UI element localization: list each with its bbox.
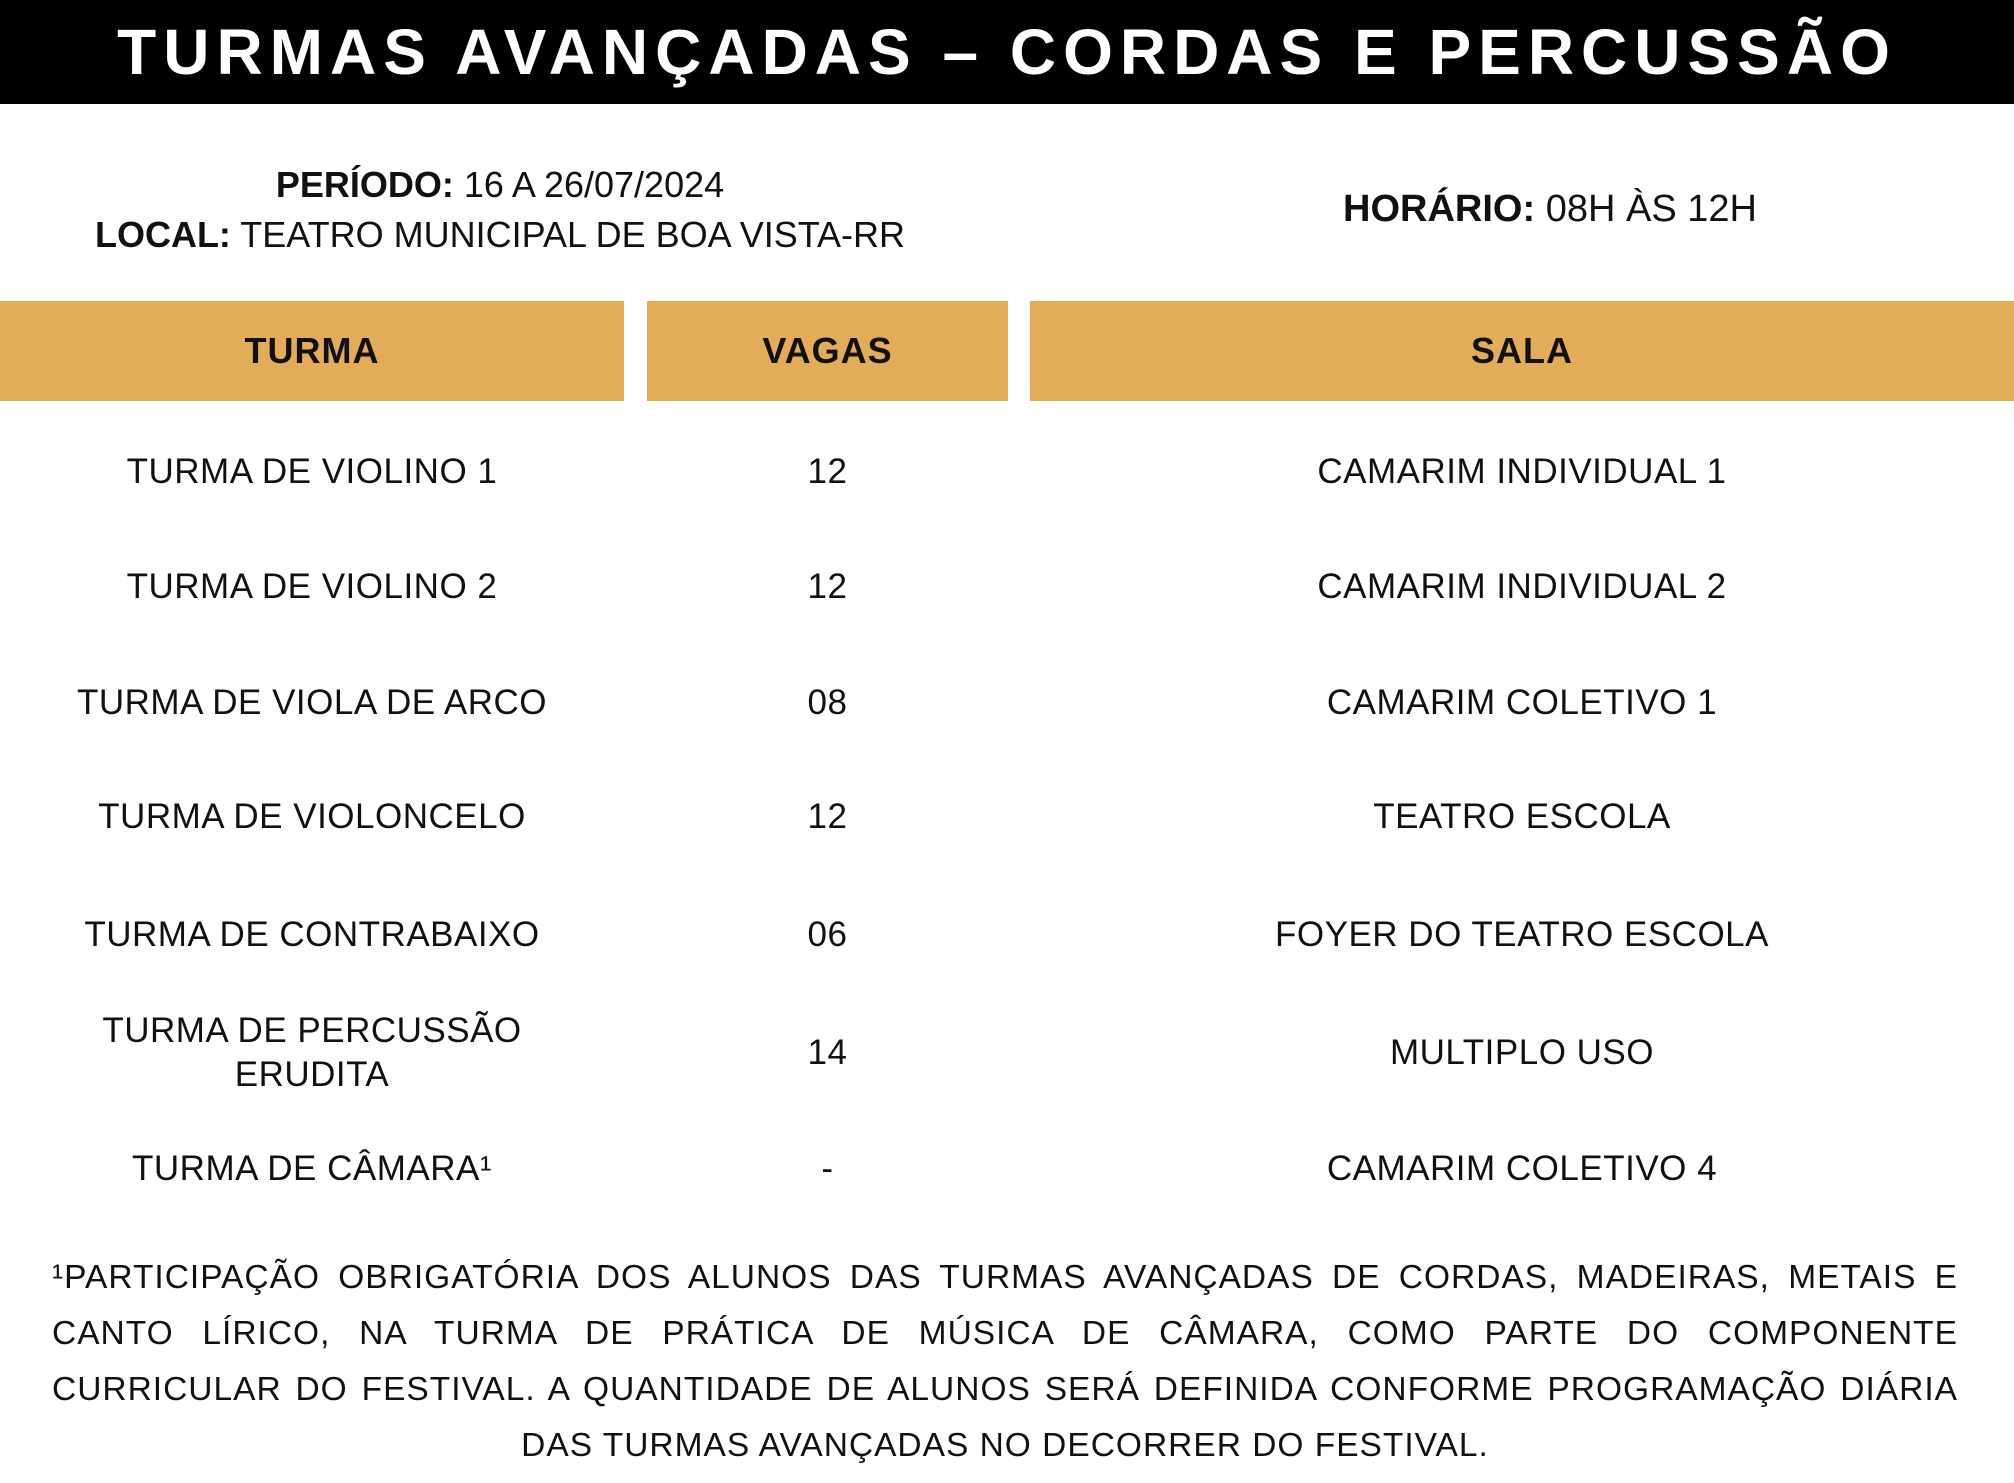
periodo-line — [40, 160, 960, 210]
table-row — [0, 1005, 2014, 1101]
turma-cell: TURMA DE CONTRABAIXO — [84, 915, 540, 954]
page-title-text: TURMAS AVANÇADAS – CORDAS E PERCUSSÃO — [117, 16, 1897, 88]
horario-info — [1200, 182, 1900, 236]
vagas-cell: 06 — [807, 915, 848, 954]
footnote: ¹PARTICIPAÇÃO OBRIGATÓRIA DOS ALUNOS DAS TURMAS AVANÇADAS DE CORDAS, MADEIRAS, METAIS E CANTO LÍRICO, NA TURMA DE PRÁTICA DE MÚSICA DE CÂMARA, COMO PARTE DO COMPONENTE CURRICULAR DO FESTIVAL. A QUANTIDADE DE ALUNOS SERÁ DEFINIDA CONFORME PROGRAMAÇÃO DIÁRIA DAS TURMAS AVANÇADAS NO DECORRER DO FESTIVAL. — [52, 1259, 1958, 1464]
period-location-info — [40, 160, 960, 260]
vagas-cell: - — [821, 1149, 834, 1188]
local-value: TEATRO MUNICIPAL DE BOA VISTA-RR — [240, 214, 906, 255]
turma-cell: TURMA DE PERCUSSÃO ERUDITA — [102, 1011, 522, 1094]
table-row — [0, 771, 2014, 863]
turma-cell: TURMA DE CÂMARA¹ — [132, 1149, 492, 1188]
sala-cell: MULTIPLO USO — [1389, 1033, 1654, 1072]
local-label: LOCAL: — [94, 214, 231, 255]
vagas-cell: 14 — [807, 1033, 848, 1072]
local-line — [40, 210, 960, 260]
header-turma: TURMA — [0, 301, 624, 401]
header-vagas: VAGAS — [647, 301, 1008, 401]
table-row — [0, 541, 2014, 633]
vagas-cell: 12 — [807, 452, 848, 491]
sala-cell: CAMARIM COLETIVO 4 — [1326, 1149, 1718, 1188]
table-row — [0, 657, 2014, 749]
vagas-cell: 12 — [807, 567, 848, 606]
horario-value: 08H ÀS 12H — [1545, 188, 1757, 230]
periodo-value: 16 A 26/07/2024 — [463, 164, 725, 205]
turma-cell: TURMA DE VIOLINO 2 — [126, 567, 498, 606]
page-title — [0, 0, 2014, 104]
turma-cell: TURMA DE VIOLONCELO — [98, 797, 526, 836]
table-row — [0, 1123, 2014, 1215]
table-row — [0, 889, 2014, 981]
sala-cell: FOYER DO TEATRO ESCOLA — [1275, 915, 1769, 954]
sala-cell: CAMARIM INDIVIDUAL 2 — [1317, 567, 1727, 606]
header-sala: SALA — [1030, 301, 2014, 401]
vagas-cell: 08 — [807, 683, 848, 722]
sala-cell: CAMARIM INDIVIDUAL 1 — [1317, 452, 1727, 491]
table-row — [0, 426, 2014, 518]
periodo-label: PERÍODO: — [275, 164, 454, 205]
horario-label: HORÁRIO: — [1343, 188, 1536, 230]
sala-cell: TEATRO ESCOLA — [1373, 797, 1671, 836]
vagas-cell: 12 — [807, 797, 848, 836]
sala-cell: CAMARIM COLETIVO 1 — [1326, 683, 1718, 722]
turma-cell: TURMA DE VIOLA DE ARCO — [77, 683, 547, 722]
turma-cell: TURMA DE VIOLINO 1 — [126, 452, 498, 491]
